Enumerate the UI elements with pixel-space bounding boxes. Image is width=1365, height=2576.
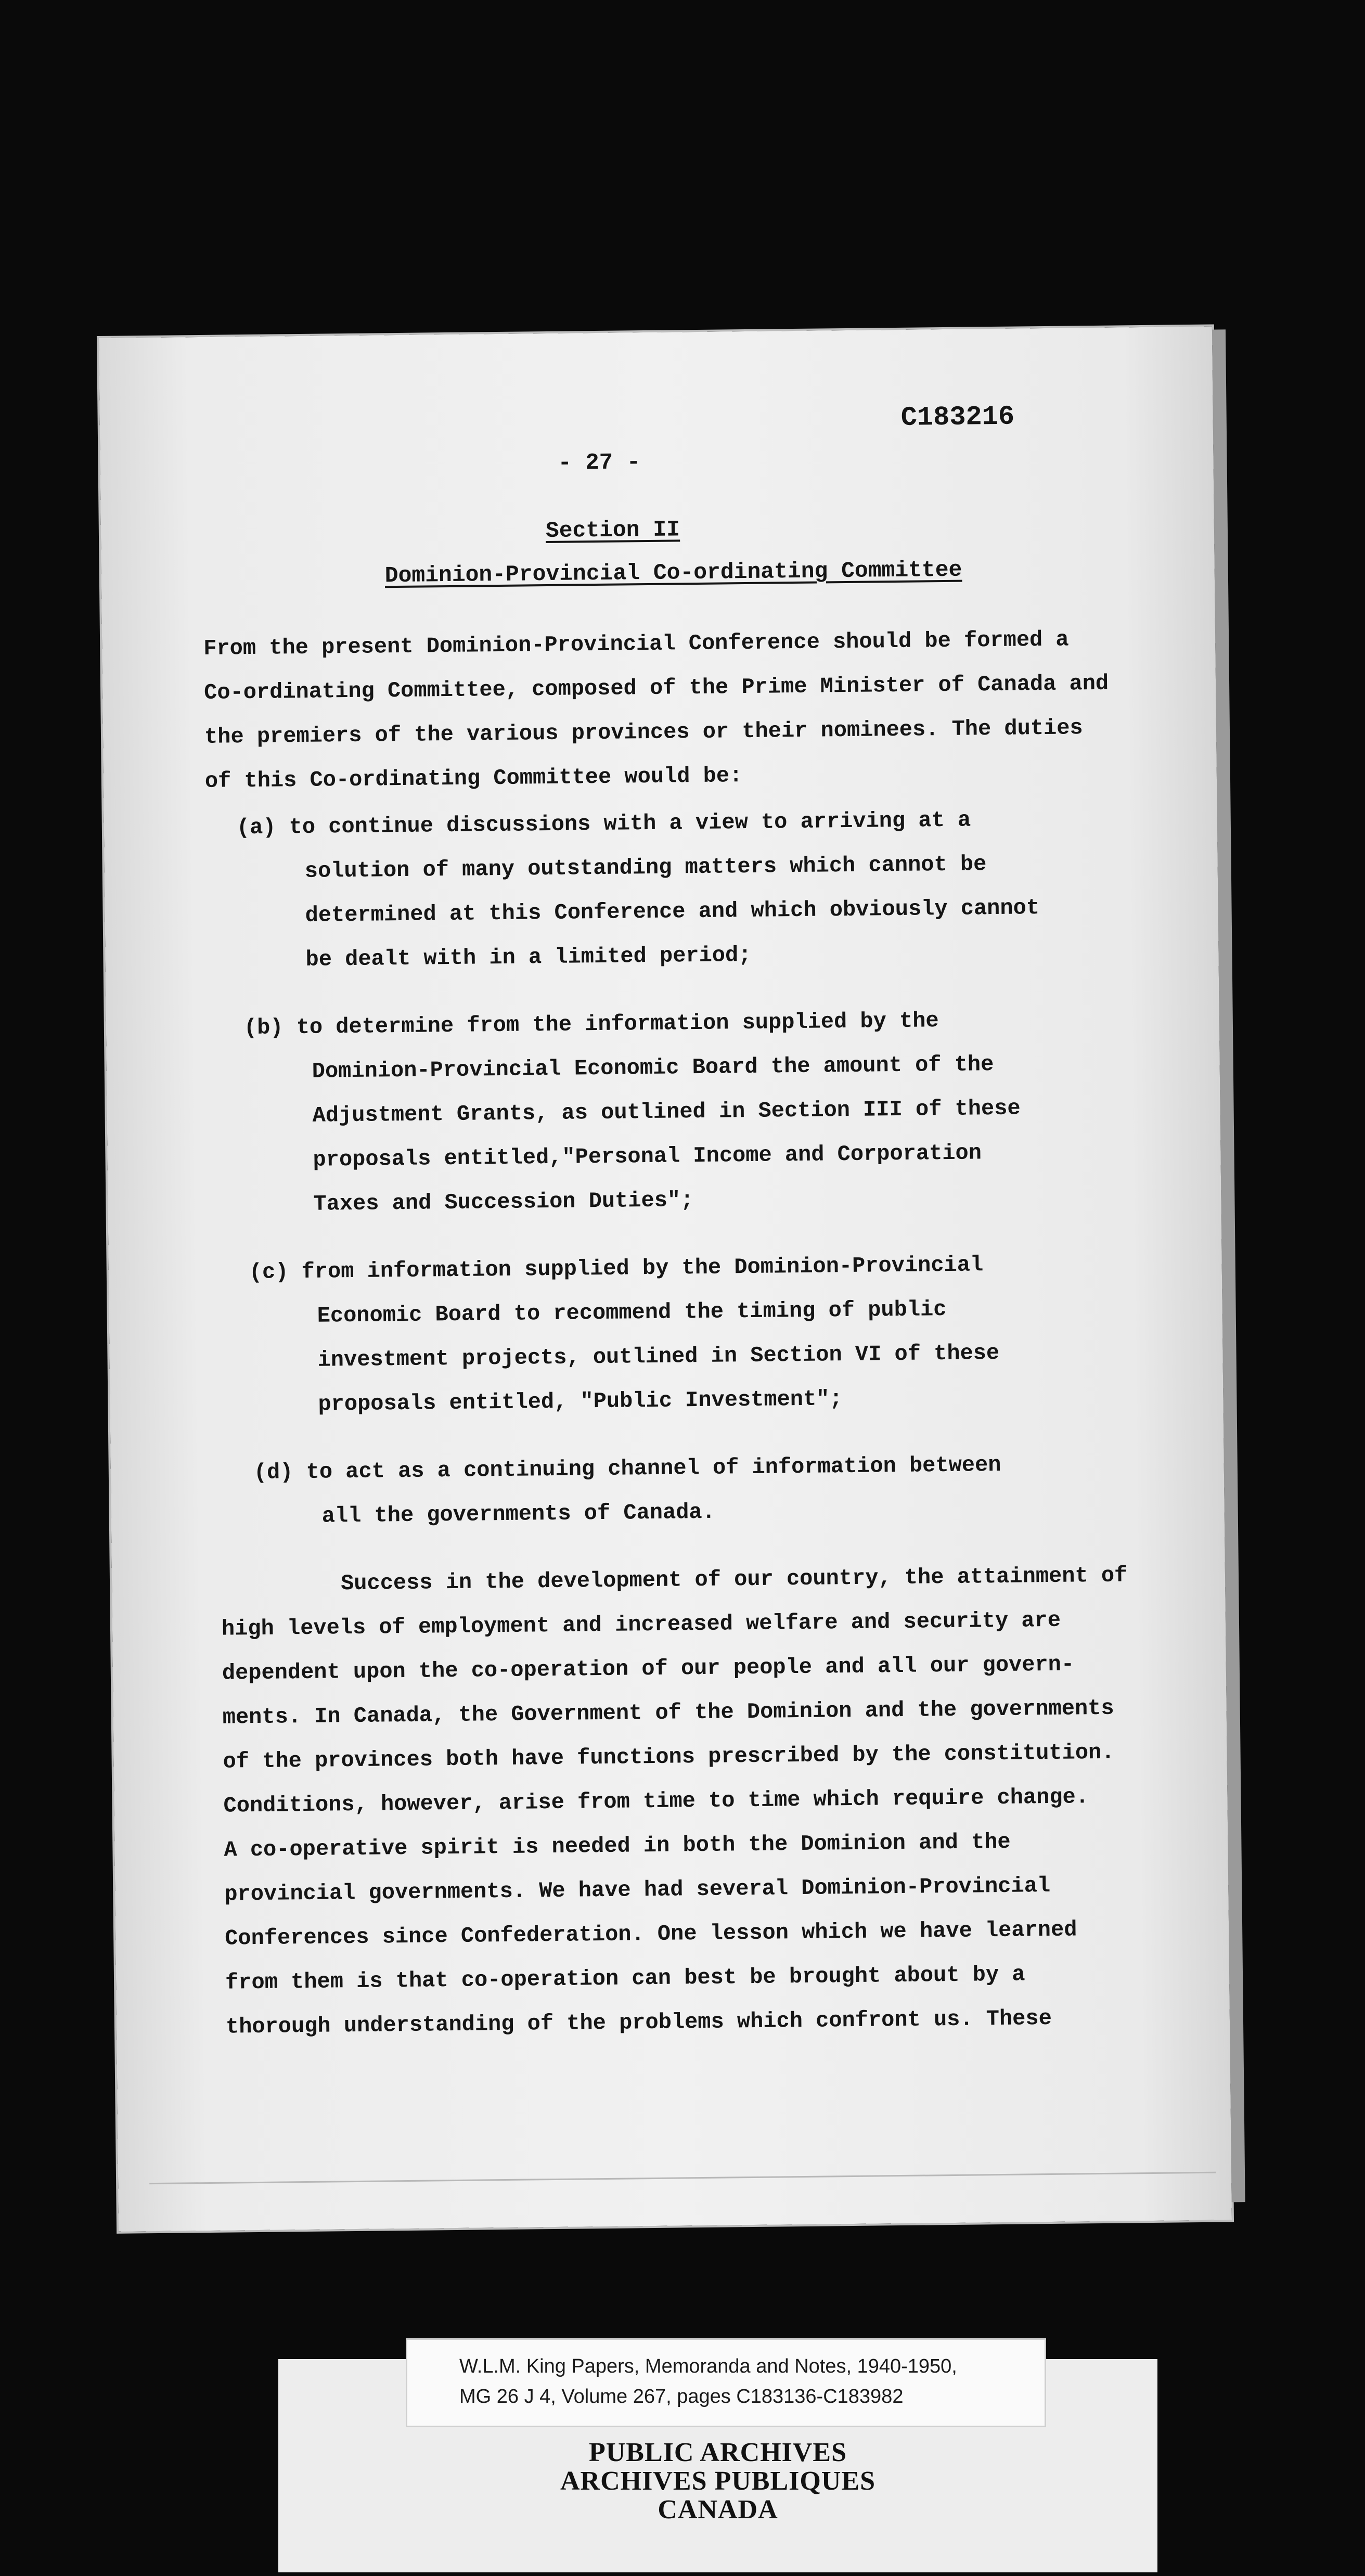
text-line: from them is that co-operation can best be brought about by a <box>225 1962 1025 1995</box>
text-line: From the present Dominion-Provincial Conference should be formed a <box>203 627 1069 661</box>
text-line: all the governments of Canada. <box>321 1499 716 1529</box>
text-line: proposals entitled, "Public Investment"; <box>318 1386 843 1417</box>
list-item-c: (c) from information supplied by the Dominion-Provincial <box>249 1252 984 1285</box>
list-item-a: (a) to continue discussions with a view to arriving at a <box>236 807 971 841</box>
text-line: Dominion-Provincial Economic Board the amount of the <box>312 1052 994 1084</box>
page-edge <box>1212 329 1245 2202</box>
page-number: - 27 - <box>558 449 641 476</box>
text-line: high levels of employment and increased welfare and security are <box>221 1607 1061 1642</box>
archive-stamp-line-2: ARCHIVES PUBLIQUES <box>560 2466 876 2496</box>
text-line: proposals entitled,"Personal Income and Corporation <box>313 1140 982 1173</box>
text-line: Co-ordinating Committee, composed of the Prime Minister of Canada and <box>203 671 1109 705</box>
text-line: investment projects, outlined in Section VI of these <box>317 1340 1000 1373</box>
citation-line-1: W.L.M. King Papers, Memoranda and Notes, 1940-1950, <box>459 2355 957 2377</box>
text-line: Conditions, however, arise from time to time which require change. <box>223 1784 1089 1819</box>
text-line: ments. In Canada, the Government of the Dominion and the governments <box>222 1695 1114 1730</box>
text-line: A co-operative spirit is needed in both the Dominion and the <box>224 1829 1011 1863</box>
list-item-d: (d) to act as a continuing channel of information between <box>253 1452 1001 1485</box>
text-line: thorough understanding of the problems which confront us. These <box>225 2005 1052 2040</box>
page-fold-line <box>149 2172 1216 2184</box>
text-line: of this Co-ordinating Committee would be: <box>204 763 743 794</box>
text-line: solution of many outstanding matters which cannot be <box>304 852 987 884</box>
text-line: determined at this Conference and which obviously cannot <box>305 895 1040 928</box>
text-line: be dealt with in a limited period; <box>305 942 752 972</box>
archive-stamp-line-1: PUBLIC ARCHIVES <box>588 2438 847 2467</box>
section-subtitle: Dominion-Provincial Co-ordinating Committee <box>384 557 962 589</box>
paragraph-start: Success in the development of our country, the attainment of <box>340 1563 1128 1596</box>
citation-line-2: MG 26 J 4, Volume 267, pages C183136-C183982 <box>459 2386 904 2407</box>
list-item-b: (b) to determine from the information supplied by the <box>243 1008 939 1041</box>
text-line: the premiers of the various provinces or their nominees. The duties <box>204 715 1083 750</box>
archive-stamp-line-3: CANADA <box>658 2495 778 2525</box>
text-line: dependent upon the co-operation of our people and all our govern- <box>222 1652 1075 1686</box>
text-line: Taxes and Succession Duties"; <box>313 1188 694 1217</box>
text-line: provincial governments. We have had several Dominion-Provincial <box>224 1873 1051 1907</box>
text-line: Economic Board to recommend the timing of public <box>317 1297 947 1329</box>
text-line: Conferences since Confederation. One lesson which we have learned <box>224 1917 1077 1951</box>
text-line: of the provinces both have functions prescribed by the constitution. <box>223 1740 1115 1774</box>
text-line: Adjustment Grants, as outlined in Section III of these <box>312 1096 1021 1128</box>
archive-citation-card <box>406 2338 1046 2427</box>
document-page <box>99 327 1232 2232</box>
section-title: Section II <box>545 517 680 544</box>
document-identifier: C183216 <box>900 401 1015 433</box>
